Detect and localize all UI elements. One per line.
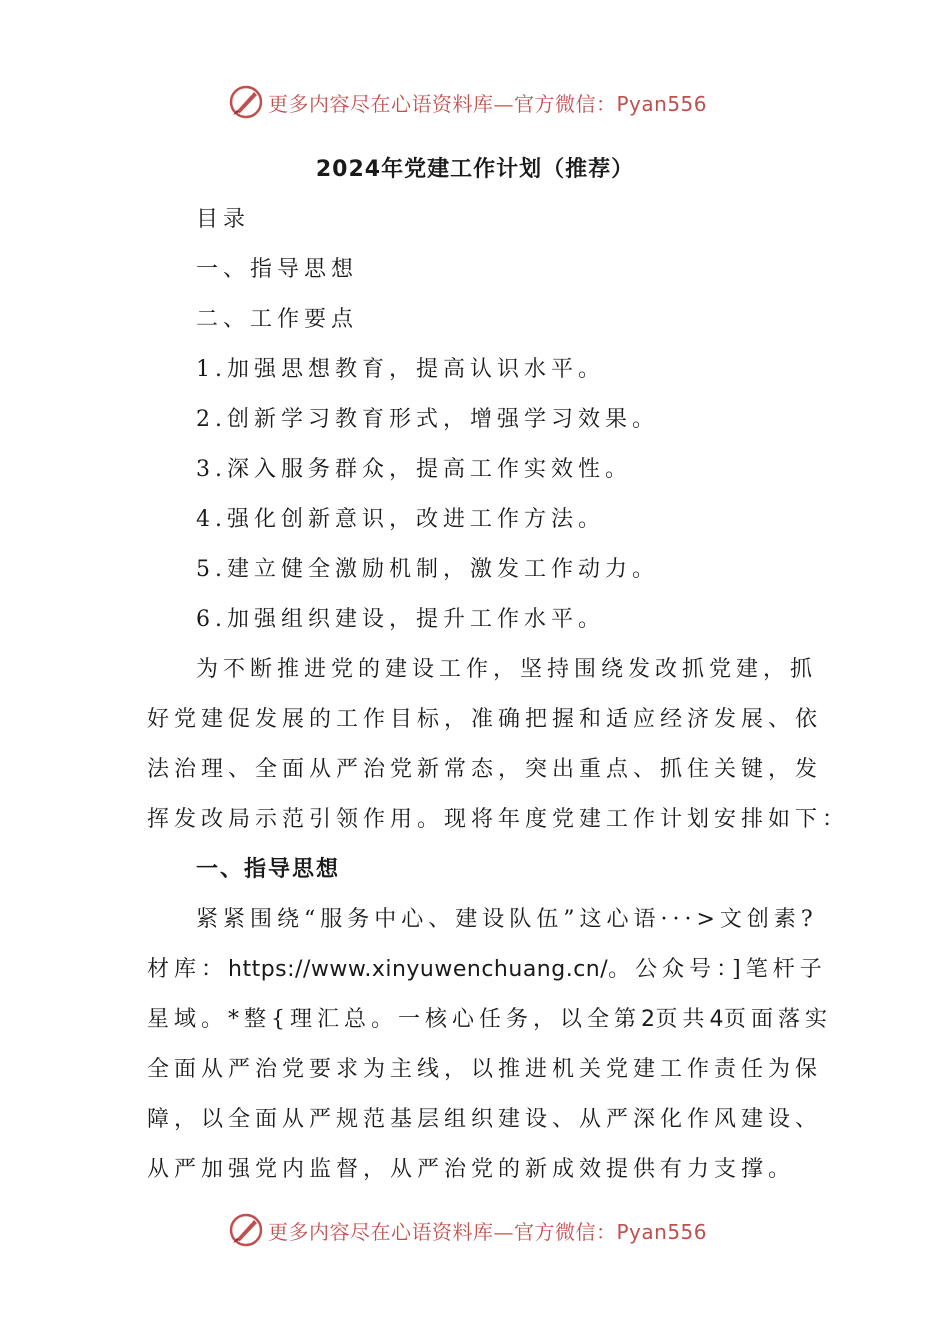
body-line: 材库：https://www.xinyuwenchuang.cn/。公众号：]笔杆子: [147, 957, 827, 982]
body-line: 全面从严治党要求为主线，以推进机关党建工作责任为保: [147, 1057, 823, 1082]
toc-item: 2.创新学习教育形式，增强学习效果。: [196, 407, 659, 432]
toc-item: 6.加强组织建设，提升工作水平。: [196, 607, 605, 632]
body-line: 星域。*整{理汇总。一核心任务，以全第2页共4页面落实: [147, 1007, 833, 1032]
intro-line: 挥发改局示范引领作用。现将年度党建工作计划安排如下：: [147, 807, 850, 832]
toc-item: 一、指导思想: [196, 257, 359, 282]
watermark-banner-bottom: [228, 1210, 748, 1250]
watermark-text: 更多内容尽在心语资料库—官方微信：Pyan556: [268, 91, 708, 116]
watermark-text: 更多内容尽在心语资料库—官方微信：Pyan556: [268, 1219, 708, 1244]
toc-item: 二、工作要点: [196, 307, 359, 332]
toc-label: 目录: [196, 207, 251, 232]
body-line: 紧紧围绕“服务中心、建设队伍”这心语···>文创素?: [196, 907, 818, 932]
toc-item: 5.建立健全激励机制，激发工作动力。: [196, 557, 659, 582]
watermark-banner-top: [228, 82, 748, 122]
body-line: 障，以全面从严规范基层组织建设、从严深化作风建设、: [147, 1107, 823, 1132]
section-heading: 一、指导思想: [196, 857, 341, 882]
intro-line: 好党建促发展的工作目标，准确把握和适应经济发展、依: [147, 707, 823, 732]
document-title: 2024年党建工作计划（推荐）: [315, 157, 635, 182]
intro-line: 为不断推进党的建设工作，坚持围绕发改抓党建，抓: [196, 657, 818, 682]
toc-item: 4.强化创新意识，改进工作方法。: [196, 507, 605, 532]
body-line: 从严加强党内监督，从严治党的新成效提供有力支撑。: [147, 1157, 796, 1182]
intro-line: 法治理、全面从严治党新常态，突出重点、抓住关键，发: [147, 757, 823, 782]
toc-item: 1.加强思想教育，提高认识水平。: [196, 357, 605, 382]
url-text: https://www.xinyuwenchuang.cn/: [228, 957, 609, 982]
toc-item: 3.深入服务群众，提高工作实效性。: [196, 457, 632, 482]
quill-logo-icon: [228, 1212, 264, 1248]
quill-logo-icon: [228, 84, 264, 120]
